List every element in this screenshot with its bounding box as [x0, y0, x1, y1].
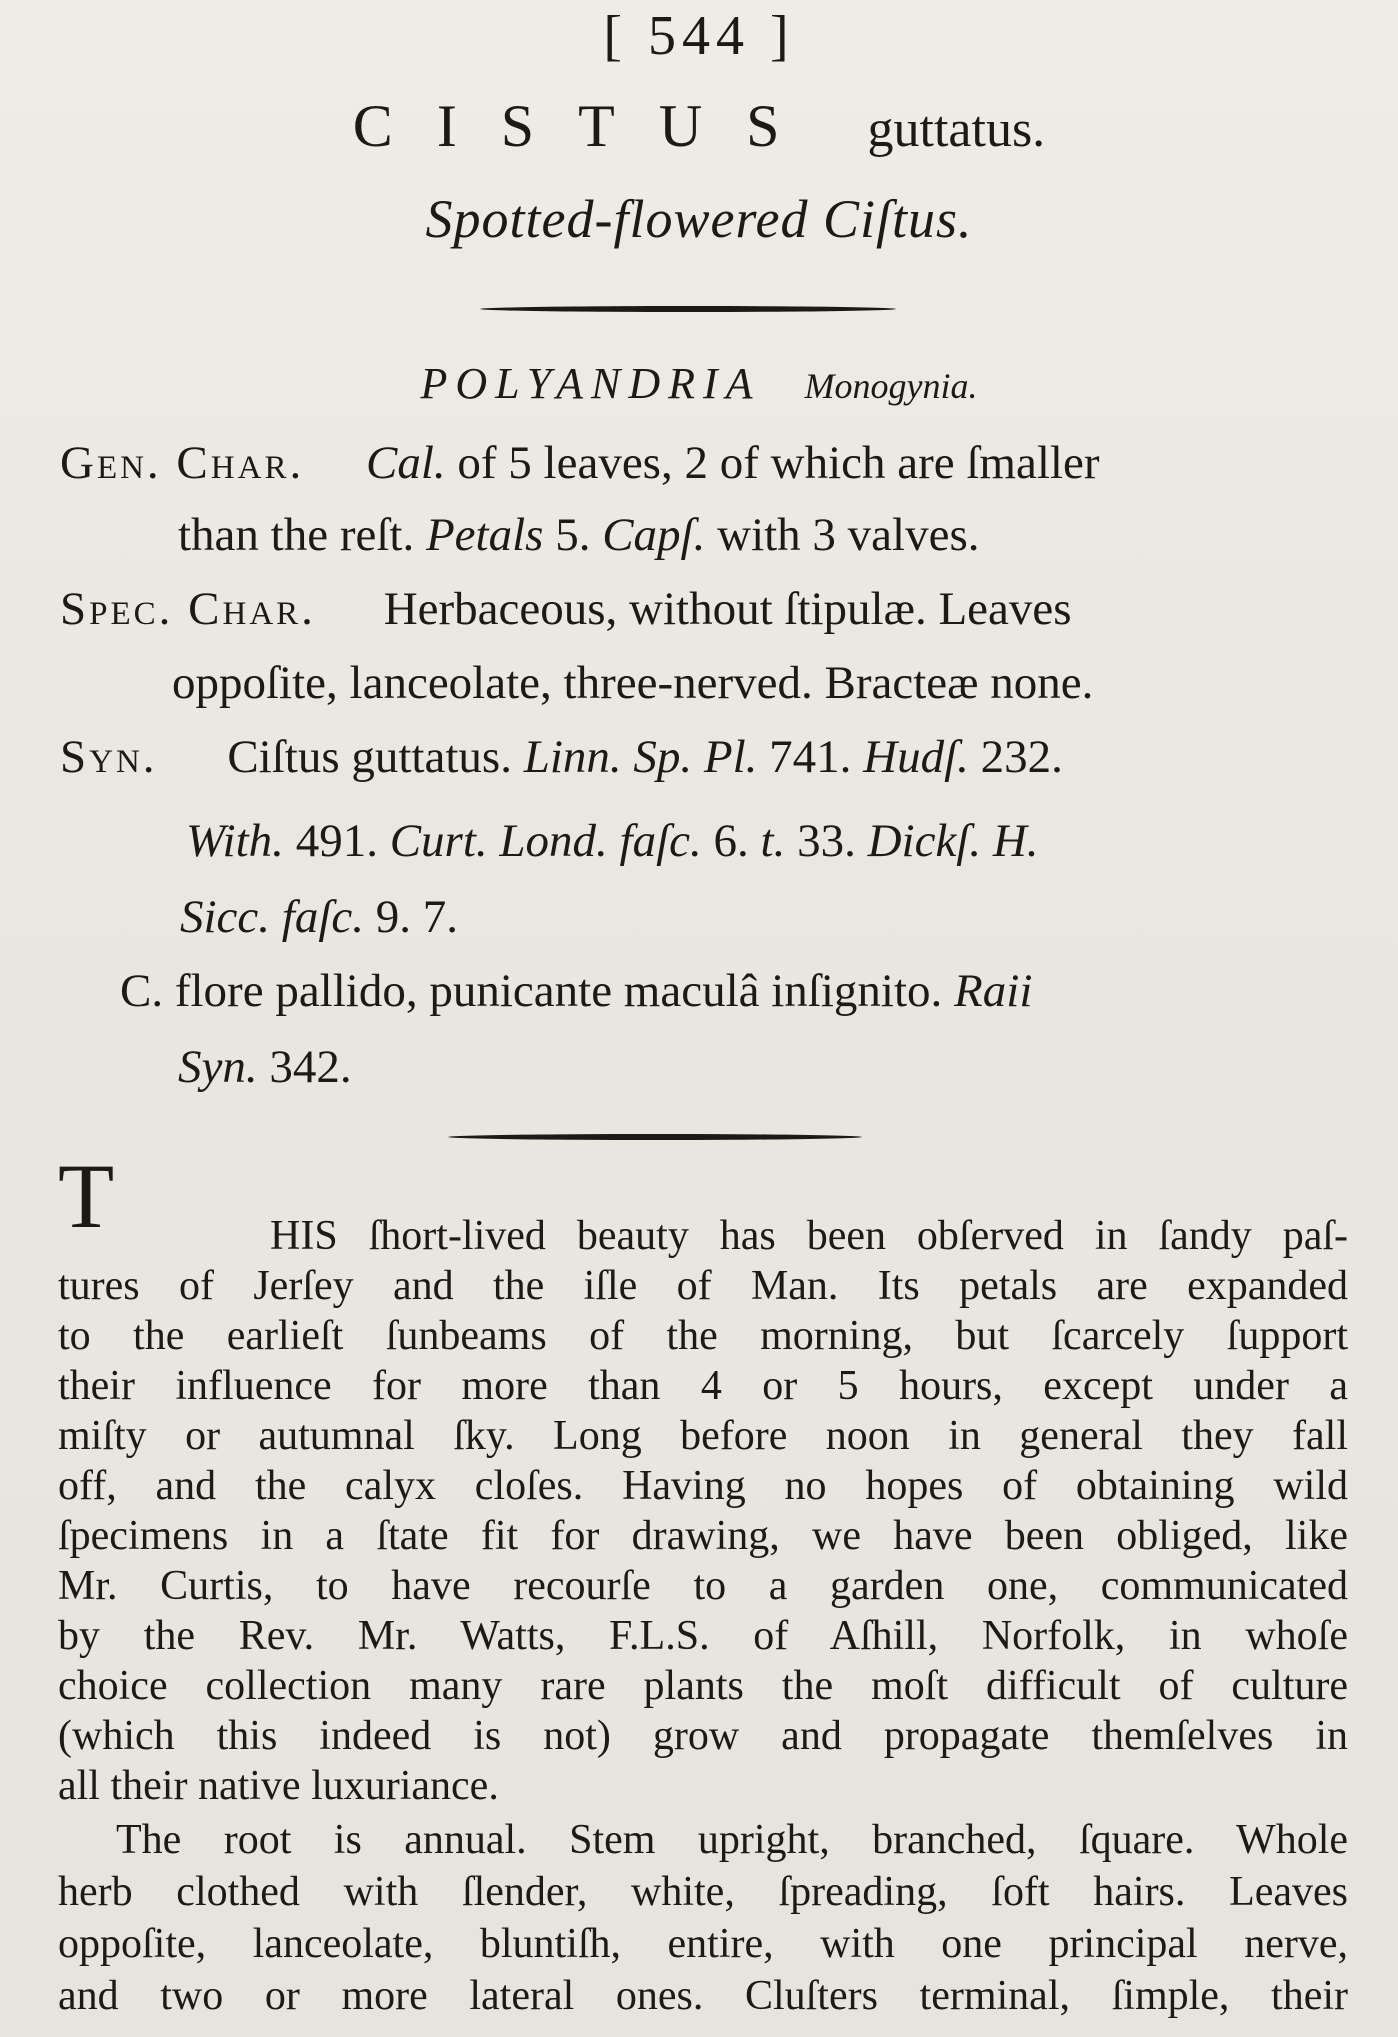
paragraph-1-line: HIS ſhort-lived beauty has been obſerved in ſandy paſ- — [270, 1213, 1348, 1259]
page-number: [ 544 ] — [603, 5, 795, 67]
spec-char-line-2: oppoſite, lanceolate, three-nerved. Bracteæ none. — [172, 657, 1094, 709]
syn-line-2: With. 491. Curt. Lond. faſc. 6. t. 33. Dickſ. H. — [186, 815, 1039, 867]
paragraph-1-line: choice collection many rare plants the moſt difficult of culture — [58, 1663, 1348, 1709]
paragraph-2-line: The root is annual. Stem upright, branched, ſquare. Whole — [116, 1817, 1348, 1863]
paragraph-1-line: off, and the calyx cloſes. Having no hopes of obtaining wild — [58, 1463, 1348, 1509]
gen-char-line-1: Gen. Char. Cal. of 5 leaves, 2 of which are ſmaller — [60, 437, 1100, 489]
paragraph-2-line: oppoſite, lanceolate, bluntiſh, entire, with one principal nerve, — [58, 1921, 1348, 1967]
spec-char-line-1: Spec. Char. Herbaceous, without ſtipulæ. Leaves — [60, 583, 1072, 635]
drop-cap: T — [58, 1145, 115, 1247]
class-name: POLYANDRIA — [420, 359, 761, 408]
syn-line-3: Sicc. faſc. 9. 7. — [180, 891, 459, 943]
page-title — [0, 92, 1398, 161]
syn-label: Syn. — [60, 731, 158, 783]
gen-char-line-2: than the reſt. Petals 5. Capſ. with 3 valves. — [178, 509, 980, 561]
paragraph-2-line: and two or more lateral ones. Cluſters terminal, ſimple, their — [58, 1973, 1348, 2019]
paragraph-1-line: Mr. Curtis, to have recourſe to a garden one, communicated — [58, 1563, 1348, 1609]
species-name: guttatus. — [867, 101, 1046, 158]
paragraph-1-line: ſpecimens in a ſtate fit for drawing, we have been obliged, like — [58, 1513, 1348, 1559]
common-name: Spotted-flowered Ciſtus. — [425, 189, 973, 249]
divider-rule — [480, 306, 896, 312]
syn-line-1: Syn. Ciſtus guttatus. Linn. Sp. Pl. 741. Hudſ. 232. — [60, 731, 1063, 783]
paragraph-1-line: by the Rev. Mr. Watts, F.L.S. of Aſhill, Norfolk, in whoſe — [58, 1613, 1348, 1659]
paragraph-2-line: herb clothed with ſlender, white, ſpreading, ſoft hairs. Leaves — [58, 1869, 1348, 1915]
divider-rule — [448, 1134, 862, 1140]
spec-char-label: Spec. Char. — [60, 583, 316, 635]
gen-char-label: Gen. Char. — [60, 437, 305, 489]
genus-name: CISTUS — [352, 93, 824, 159]
classification — [0, 358, 1398, 409]
order-name: Monogynia. — [804, 366, 978, 406]
paragraph-1-line: all their native luxuriance. — [58, 1763, 499, 1809]
paragraph-1-line: (which this indeed is not) grow and propagate themſelves in — [58, 1713, 1348, 1759]
paragraph-1-line: their influence for more than 4 or 5 hours, except under a — [58, 1363, 1348, 1409]
paragraph-1-line: to the earlieſt ſunbeams of the morning, but ſcarcely ſupport — [58, 1313, 1348, 1359]
syn-line-5: Syn. 342. — [178, 1041, 352, 1093]
paragraph-1-line: miſty or autumnal ſky. Long before noon in general they fall — [58, 1413, 1348, 1459]
syn-line-4: C. flore pallido, punicante maculâ inſignito. Raii — [120, 965, 1033, 1017]
paragraph-1-line: tures of Jerſey and the iſle of Man. Its petals are expanded — [58, 1263, 1348, 1309]
